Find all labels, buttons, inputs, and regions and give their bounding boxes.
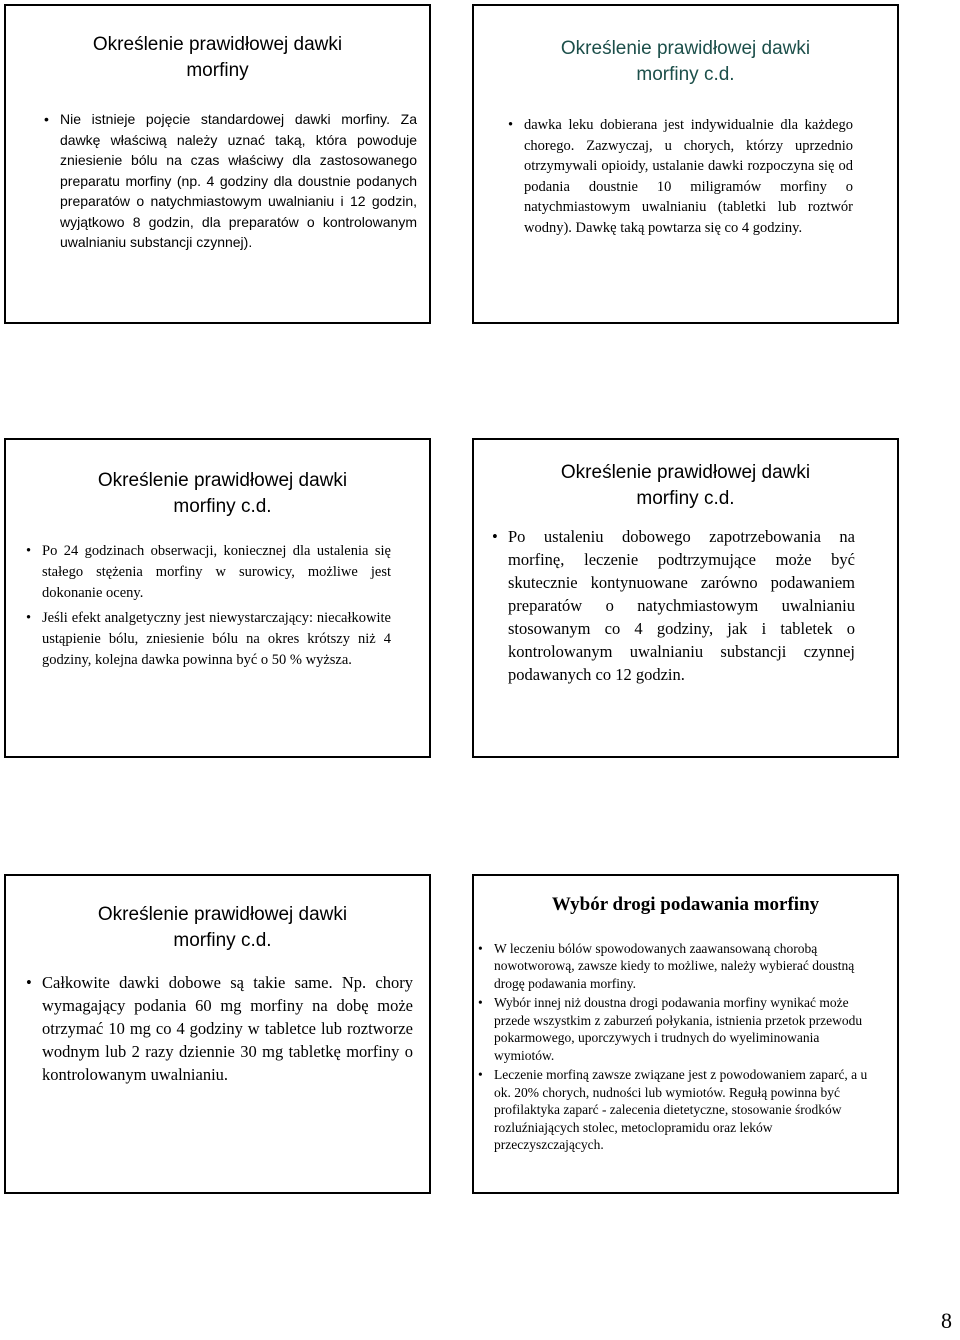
- slide-title-line2: morfiny c.d.: [636, 63, 735, 85]
- slide-title-line1: Określenie prawidłowej dawki: [560, 38, 811, 59]
- list-item: • Jeśli efekt analgetyczny jest niewystarczający: niecałkowite ustąpienie bólu, zniesienie bólu na okres krótszy niż 4 godziny, kolejna dawka powinna być o 50 % wyższa.: [42, 608, 391, 671]
- bullet-list: [42, 541, 391, 671]
- slide-4: [472, 438, 899, 758]
- list-item: • Po ustaleniu dobowego zapotrzebowania na morfinę, leczenie podtrzymujące może być skutecznie kontynuowane zarówno podawaniem preparatów o natychmiastowym uwalnianiu stosowanym co 4 godziny, jak i tabletek o kontrolowanym uwalnianiu substancji czynnej podawanych co 12 godzin.: [508, 525, 855, 686]
- slide-title: [474, 876, 897, 918]
- bullet-list: [524, 115, 853, 238]
- slide-title-line1: Wybór drogi podawania morfiny: [551, 894, 820, 915]
- list-item: • Całkowite dawki dobowe są takie same. Np. chory wymagający podania 60 mg morfiny na dobę może otrzymać 10 mg co 4 godziny w tabletce lub roztworze wodnym lub 2 razy dziennie 30 mg tabletkę morfiny o kontrolowanym uwalnianiu.: [42, 971, 413, 1086]
- slide-title-line1: Określenie prawidłowej dawki: [97, 470, 348, 491]
- list-item: • Leczenie morfiną zawsze związane jest z powodowaniem zaparć, a u ok. 20% chorych, nudności lub wymiotów. Regułą powinna być profilaktyka zaparć - zalecenia dietetyczne, stosowanie środków rozluźniających stolec, metoclopramidu oraz leków przeczyszczających.: [494, 1066, 869, 1154]
- slide-2: [472, 4, 899, 324]
- bullet-list: [42, 971, 413, 1086]
- page-number: 8: [941, 1308, 952, 1333]
- slide-title: [6, 440, 429, 519]
- bullet-list: [508, 525, 855, 686]
- list-item: • Po 24 godzinach obserwacji, koniecznej dla ustalenia się stałego stężenia morfiny w surowicy, możliwe jest dokonanie oceny.: [42, 541, 391, 604]
- list-item: • W leczeniu bólów spowodowanych zaawansowaną chorobą nowotworową, zawsze kiedy to możliwe, należy wybierać doustną drogę podawania morfiny.: [494, 940, 869, 993]
- list-item: • Wybór innej niż doustna drogi podawania morfiny wynikać może przede wszystkim z zaburzeń połykania, istnienia przetok przewodu pokarmowego, uporczywych i trudnych do wyeliminowania wymiotów.: [494, 994, 869, 1064]
- slide-title-line2: morfiny c.d.: [173, 929, 272, 951]
- list-item: • dawka leku dobierana jest indywidualnie dla każdego chorego. Zazwyczaj, u chorych, którzy uprzednio otrzymywali opioidy, ustalanie dawki rozpoczyna się od podania doustnie 10 miligramów morfiny o natychmiastowym uwalnianiu (tabletki lub roztwór wodny). Dawkę taką powtarza się co 4 godziny.: [524, 115, 853, 238]
- slide-5: [4, 874, 431, 1194]
- slide-title-line1: Określenie prawidłowej dawki: [92, 34, 343, 55]
- slide-title: [6, 6, 429, 83]
- slide-3: [4, 438, 431, 758]
- slide-title-line1: Określenie prawidłowej dawki: [97, 904, 348, 925]
- slide-title: [474, 440, 897, 511]
- slide-title: [6, 876, 429, 953]
- slide-title-line2: morfiny: [186, 59, 249, 81]
- slide-6: [472, 874, 899, 1194]
- slide-1: [4, 4, 431, 324]
- slide-title-line1: Określenie prawidłowej dawki: [560, 462, 811, 483]
- slide-title: [474, 6, 897, 87]
- slide-title-line2: morfiny c.d.: [636, 487, 735, 509]
- bullet-list: [494, 940, 869, 1154]
- list-item: • Nie istnieje pojęcie standardowej dawki morfiny. Za dawkę właściwą należy uznać taką, która powoduje zniesienie bólu na czas właściwy dla zastosowanego preparatu morfiny (np. 4 godziny dla doustnie podanych preparatów o natychmiastowym uwalnianiu i 12 godzin, wyjątkowo 8 godzin, dla preparatów o kontrolowanym uwalnianiu substancji czynnej).: [60, 109, 417, 253]
- bullet-list: [60, 109, 417, 253]
- slide-title-line2: morfiny c.d.: [173, 495, 272, 517]
